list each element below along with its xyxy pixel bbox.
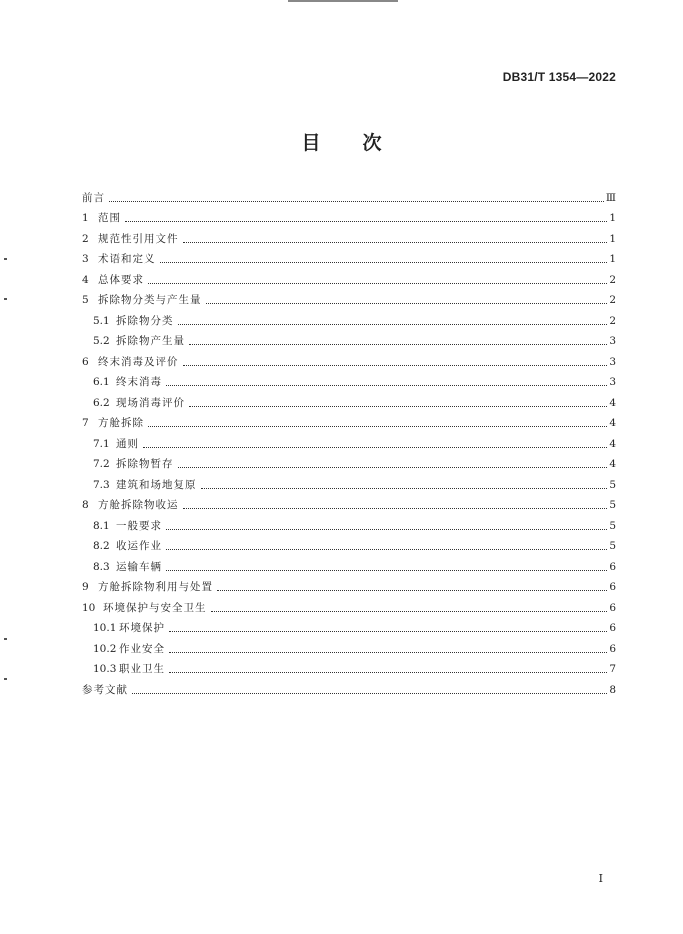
toc-entry-number: 5.1	[93, 314, 110, 327]
toc-entry-page: 4	[609, 437, 616, 450]
toc-entry-title: 一般要求	[116, 519, 162, 532]
toc-entry-page: 5	[609, 499, 616, 511]
page-number: I	[598, 872, 603, 885]
toc-entry[interactable]	[82, 307, 616, 328]
toc-entry[interactable]	[82, 287, 616, 308]
title-char-1: 目	[301, 132, 321, 154]
toc-entry-page: 8	[609, 683, 616, 696]
toc-entry-number: 3	[82, 253, 89, 265]
standard-code: DB31/T 1354—2022	[502, 70, 616, 84]
dot-leader	[169, 631, 607, 632]
toc-entry-title: 方舱拆除物利用与处置	[98, 581, 213, 593]
toc-entry-title: 作业安全	[119, 642, 165, 655]
toc-entry-title: 终末消毒及评价	[98, 355, 179, 368]
dot-leader	[148, 426, 607, 427]
toc-entry-title: 规范性引用文件	[98, 232, 179, 245]
toc-entry-page: 2	[609, 294, 616, 306]
toc-entry-title: 范围	[98, 212, 121, 224]
toc-entry-title: 拆除物分类与产生量	[98, 294, 202, 306]
toc-entry[interactable]	[82, 328, 616, 349]
toc-entry[interactable]	[82, 451, 616, 472]
toc-entry-number: 7.3	[93, 478, 110, 491]
dot-leader	[109, 201, 604, 202]
dot-leader	[148, 283, 607, 284]
toc-entry-title: 方舱拆除	[98, 417, 144, 429]
toc-entry-page: 6	[609, 642, 616, 655]
toc-entry-number: 10.3	[93, 663, 117, 675]
toc-entry-number: 1	[82, 212, 89, 224]
toc-entry-title: 拆除物暂存	[116, 458, 174, 470]
dot-leader	[160, 262, 608, 263]
scan-mark	[4, 298, 7, 300]
dot-leader	[178, 467, 608, 468]
dot-leader	[189, 406, 607, 407]
dot-leader	[169, 672, 607, 673]
toc-entry-title: 拆除物产生量	[116, 335, 185, 347]
dot-leader	[178, 324, 608, 325]
toc-entry-number: 10.2	[93, 642, 117, 655]
toc-entry-number: 5	[82, 294, 89, 306]
toc-entry-title: 收运作业	[116, 540, 162, 552]
dot-leader	[166, 549, 607, 550]
toc-entry-page: 6	[609, 560, 616, 573]
toc-entry-number: 8.3	[93, 560, 110, 573]
toc-entry-number: 9	[82, 581, 89, 593]
toc-entry[interactable]	[82, 574, 616, 595]
toc-entry-page: Ⅲ	[605, 191, 616, 204]
toc-entry-number: 10.1	[93, 622, 117, 634]
toc-entry-number: 4	[82, 273, 89, 286]
dot-leader	[183, 242, 608, 243]
dot-leader	[166, 529, 607, 530]
toc-entry[interactable]	[82, 410, 616, 431]
dot-leader	[132, 693, 607, 694]
toc-entry-number: 2	[82, 232, 89, 245]
toc-entry-page: 4	[609, 458, 616, 470]
toc-entry-page: 2	[609, 273, 616, 286]
dot-leader	[169, 652, 607, 653]
toc-entry[interactable]	[82, 246, 616, 267]
toc-entry[interactable]	[82, 635, 616, 656]
toc-entry-page: 6	[609, 601, 616, 614]
toc-entry-title: 职业卫生	[119, 663, 165, 675]
toc-entry-number: 7	[82, 417, 89, 429]
toc-entry-page: 7	[609, 663, 616, 675]
toc-entry-title: 环境保护	[119, 622, 165, 634]
table-of-contents	[82, 184, 616, 697]
toc-entry-title: 方舱拆除物收运	[98, 499, 179, 511]
toc-entry[interactable]	[82, 676, 616, 697]
title-char-2: 次	[362, 132, 382, 154]
toc-entry-title: 通则	[116, 437, 139, 450]
toc-entry[interactable]	[82, 615, 616, 636]
toc-entry-title: 建筑和场地复原	[116, 478, 197, 491]
dot-leader	[211, 611, 608, 612]
toc-entry-number: 5.2	[93, 335, 110, 347]
toc-entry-page: 3	[609, 376, 616, 388]
toc-entry-page: 3	[609, 335, 616, 347]
toc-entry-page: 5	[609, 478, 616, 491]
dot-leader	[143, 447, 607, 448]
toc-entry[interactable]	[82, 205, 616, 226]
dot-leader	[217, 590, 607, 591]
toc-entry-page: 5	[609, 540, 616, 552]
toc-entry-title: 拆除物分类	[116, 314, 174, 327]
toc-entry-title: 运输车辆	[116, 560, 162, 573]
toc-entry[interactable]	[82, 471, 616, 492]
toc-entry-page: 6	[609, 622, 616, 634]
toc-entry-title: 前言	[82, 191, 105, 204]
toc-entry[interactable]	[82, 512, 616, 533]
toc-entry[interactable]	[82, 533, 616, 554]
toc-entry-title: 总体要求	[98, 273, 144, 286]
toc-entry-number: 6.2	[93, 396, 110, 409]
toc-entry[interactable]	[82, 553, 616, 574]
toc-entry[interactable]	[82, 656, 616, 677]
toc-entry-number: 10	[82, 601, 96, 614]
toc-entry-title: 参考文献	[82, 683, 128, 696]
toc-entry-title: 环境保护与安全卫生	[103, 601, 207, 614]
toc-entry-number: 8.1	[93, 519, 110, 532]
toc-entry[interactable]	[82, 266, 616, 287]
toc-entry-page: 1	[609, 212, 616, 224]
toc-entry[interactable]	[82, 184, 616, 205]
dot-leader	[183, 508, 608, 509]
toc-entry-title: 术语和定义	[98, 253, 156, 265]
scan-edge-line	[288, 0, 398, 2]
toc-entry-page: 5	[609, 519, 616, 532]
toc-entry-page: 1	[609, 232, 616, 245]
toc-entry-title: 终末消毒	[116, 376, 162, 388]
toc-entry-page: 6	[609, 581, 616, 593]
toc-entry-number: 7.1	[93, 437, 110, 450]
toc-entry[interactable]	[82, 348, 616, 369]
toc-entry[interactable]	[82, 594, 616, 615]
dot-leader	[201, 488, 608, 489]
toc-entry-number: 8	[82, 499, 89, 511]
toc-entry-page: 3	[609, 355, 616, 368]
dot-leader	[183, 365, 608, 366]
toc-entry-title: 现场消毒评价	[116, 396, 185, 409]
scan-mark	[4, 678, 7, 680]
dot-leader	[166, 570, 607, 571]
toc-entry-number: 8.2	[93, 540, 110, 552]
toc-entry-page: 1	[609, 253, 616, 265]
toc-entry[interactable]	[82, 492, 616, 513]
page-title	[0, 128, 683, 155]
toc-entry[interactable]	[82, 369, 616, 390]
scan-mark	[4, 258, 7, 260]
dot-leader	[206, 303, 608, 304]
dot-leader	[125, 221, 607, 222]
toc-entry-number: 6.1	[93, 376, 110, 388]
toc-entry[interactable]	[82, 389, 616, 410]
toc-entry-number: 6	[82, 355, 89, 368]
toc-entry-number: 7.2	[93, 458, 110, 470]
toc-entry-page: 4	[609, 417, 616, 429]
scan-mark	[4, 638, 7, 640]
toc-entry-page: 4	[609, 396, 616, 409]
toc-entry[interactable]	[82, 225, 616, 246]
dot-leader	[189, 344, 607, 345]
dot-leader	[166, 385, 607, 386]
toc-entry[interactable]	[82, 430, 616, 451]
toc-entry-page: 2	[609, 314, 616, 327]
